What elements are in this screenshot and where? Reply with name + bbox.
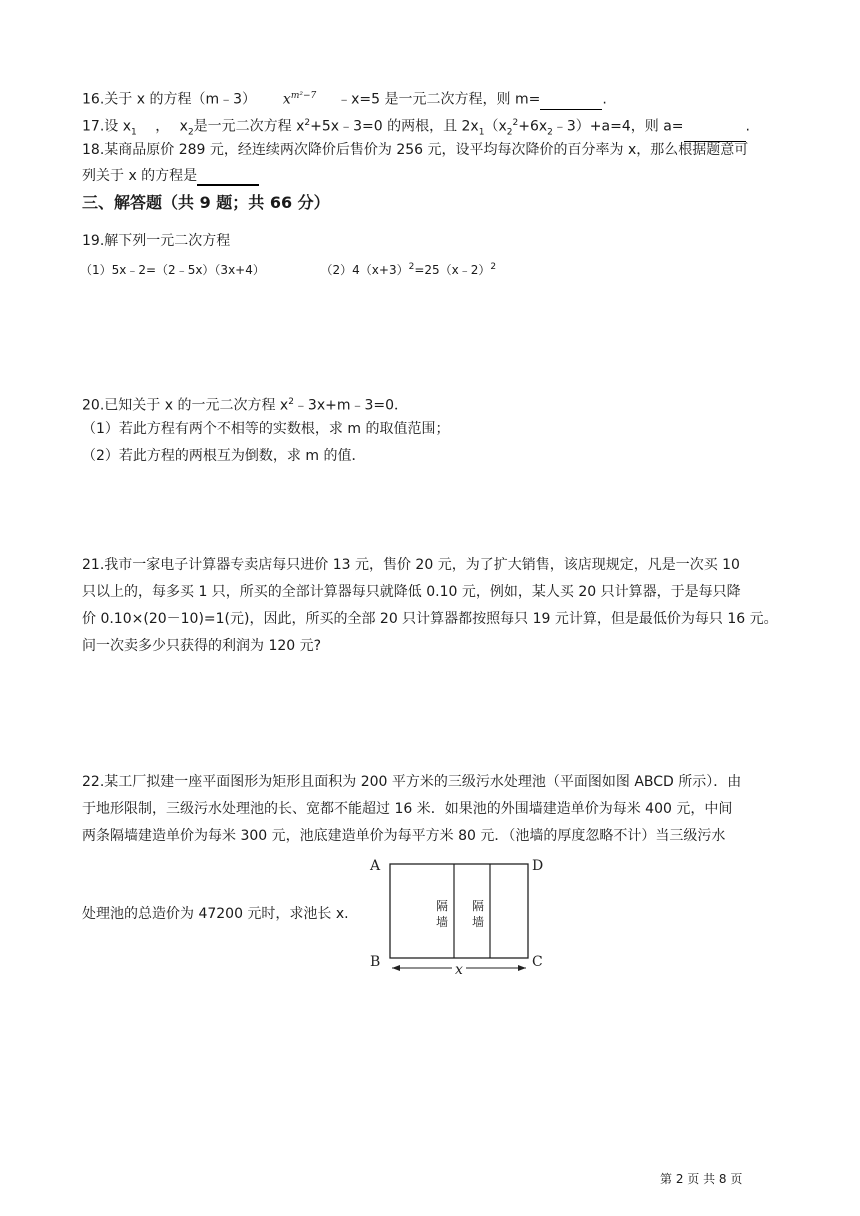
- question-22-line4: 处理池的总造价为 47200 元时，求池长 x.: [82, 906, 349, 922]
- q19-part2: （2）4（x+3）: [320, 263, 409, 277]
- question-21-line4: 问一次卖多少只获得的利润为 120 元?: [82, 638, 322, 654]
- q17-sup: 2: [304, 118, 311, 128]
- q17-text: ﹣3）+a=4，则 a=: [552, 118, 684, 135]
- question-21-line2: 只以上的，每多买 1 只，所买的全部计算器每只就降低 0.10 元，例如，某人买 20 只计算器，于是每只降: [82, 584, 741, 600]
- question-22-line3: 两条隔墙建造单价为每米 300 元，池底建造单价为每平方米 80 元．（池墙的厚度忽略不计）当三级污水: [82, 828, 726, 844]
- section-3-heading: 三、解答题（共 9 题；共 66 分）: [82, 193, 330, 212]
- wall-2-char-1: 隔: [472, 899, 485, 913]
- q18-answer-blank: [197, 168, 259, 186]
- q20-title: 20.已知关于 x 的一元二次方程 x: [82, 397, 289, 414]
- pool-outline: [390, 864, 528, 958]
- corner-b-label: B: [370, 954, 381, 970]
- q17-sub: 2: [506, 127, 513, 138]
- q18-line2-text: 列关于 x 的方程是: [82, 168, 198, 184]
- q17-sub: 1: [478, 127, 485, 138]
- dimension-arrow-right: [518, 965, 526, 971]
- question-16: [82, 86, 607, 110]
- q17-text: x: [179, 118, 188, 135]
- q17-text: ，: [155, 118, 170, 135]
- q16-answer-blank: [540, 93, 602, 110]
- q17-sup: 2: [512, 118, 519, 128]
- q17-sub: 1: [131, 127, 137, 138]
- pool-diagram: [360, 852, 560, 986]
- wall-1-char-2: 墙: [436, 915, 449, 929]
- q16-prefix: 16.关于 x 的方程（m﹣3）: [82, 91, 256, 108]
- question-20-part2: （2）若此方程的两根互为倒数，求 m 的值．: [82, 448, 366, 464]
- q17-text: （x: [484, 118, 507, 135]
- corner-a-label: A: [370, 858, 381, 874]
- dimension-label: x: [455, 962, 463, 978]
- question-20-part1: （1）若此方程有两个不相等的实数根，求 m 的取值范围；: [82, 421, 450, 437]
- q16-end: .: [602, 91, 607, 108]
- q16-exponent: m²−7: [290, 91, 317, 101]
- wall-1-char-1: 隔: [436, 899, 449, 913]
- question-20-title: [82, 392, 408, 416]
- q16-suffix: ﹣x=5 是一元二次方程，则 m=: [337, 91, 541, 108]
- q20-sup: 2: [288, 397, 294, 407]
- question-22-line1: 22.某工厂拟建一座平面图形为矩形且面积为 200 平方米的三级污水处理池（平面图如图 ABCD 所示）．由: [82, 774, 742, 790]
- corner-d-label: D: [532, 858, 544, 874]
- q17-text: 17.设 x: [82, 118, 131, 135]
- question-18-line1: 18.某商品原价 289 元，经连续两次降价后售价为 256 元，设平均每次降价的百分率为 x，那么根据题意可: [82, 142, 749, 158]
- pool-diagram-svg: [360, 852, 560, 982]
- wall-2-char-2: 墙: [472, 915, 485, 929]
- question-18-line2: [82, 166, 259, 186]
- q17-text: +5x﹣3=0 的两根，且 2x: [310, 118, 479, 135]
- q17-sub: 2: [547, 127, 553, 138]
- question-21-line3: 价 0.10×(20－10)=1(元)，因此，所买的全部 20 只计算器都按照每只 19 元计算，但是最低价为每只 16 元。: [82, 611, 778, 627]
- q19-sup: 2: [490, 262, 497, 272]
- question-19-parts: [80, 257, 496, 280]
- q17-end: .: [745, 118, 750, 135]
- q20-title: ﹣3x+m﹣3=0．: [293, 397, 409, 414]
- q19-part1: （1）5x﹣2=（2﹣5x）（3x+4）: [80, 263, 265, 277]
- q19-part2: =25（x﹣2）: [414, 263, 491, 277]
- question-22-line2: 于地形限制，三级污水处理池的长、宽都不能超过 16 米．如果池的外围墙建造单价为每米 400 元，中间: [82, 801, 733, 817]
- corner-c-label: C: [532, 954, 543, 970]
- dimension-arrow-left: [392, 965, 400, 971]
- question-19-title: 19.解下列一元二次方程: [82, 233, 231, 249]
- question-21-line1: 21.我市一家电子计算器专卖店每只进价 13 元，售价 20 元，为了扩大销售，该店现规定，凡是一次买 10: [82, 557, 740, 573]
- page-footer: 第 2 页 共 8 页: [660, 1172, 743, 1186]
- question-17: [82, 113, 750, 142]
- q19-sup: 2: [408, 262, 415, 272]
- q17-text: +6x: [518, 118, 548, 135]
- q16-base: x: [282, 91, 291, 108]
- q17-sub: 2: [187, 127, 194, 138]
- q17-text: 是一元二次方程 x: [193, 118, 305, 135]
